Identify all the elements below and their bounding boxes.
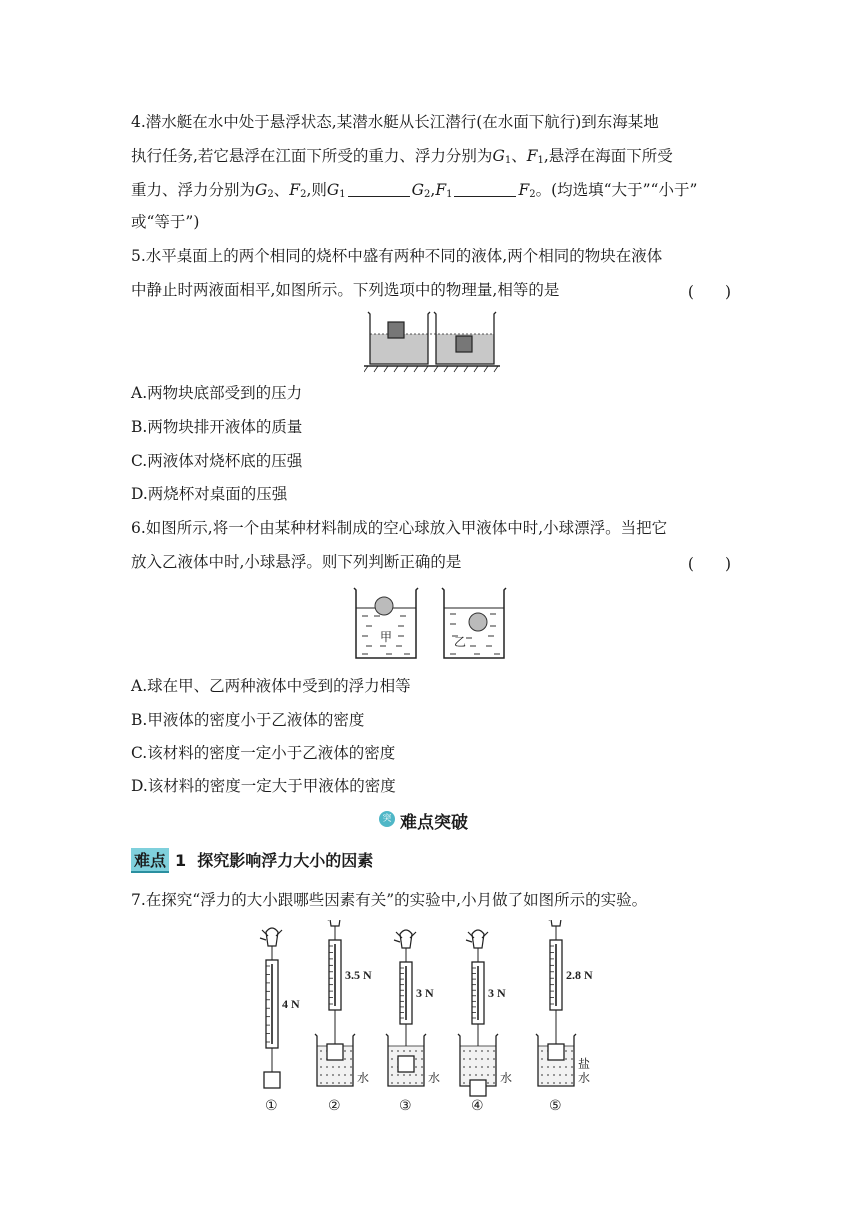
liquid-dot bbox=[326, 1074, 328, 1076]
scale-reading: 4 N bbox=[282, 997, 300, 1011]
liquid-dot bbox=[397, 1074, 399, 1076]
liquid-dot bbox=[541, 1058, 543, 1060]
liquid-dot bbox=[493, 1058, 495, 1060]
liquid-dot bbox=[338, 1074, 340, 1076]
liquid-dot bbox=[469, 1066, 471, 1068]
liquid-dot bbox=[409, 1074, 411, 1076]
liquid-dot bbox=[565, 1074, 567, 1076]
liquid-dot bbox=[571, 1074, 573, 1076]
q6-option-b[interactable]: B.甲液体的密度小于乙液体的密度 bbox=[131, 711, 365, 729]
liquid-dot bbox=[475, 1074, 477, 1076]
liquid-dot bbox=[475, 1050, 477, 1052]
liquid-dot bbox=[415, 1082, 417, 1084]
liquid-dot bbox=[475, 1066, 477, 1068]
liquid-dot bbox=[421, 1082, 423, 1084]
q5-option-b[interactable]: B.两物块排开液体的质量 bbox=[131, 418, 303, 436]
liquid-label: 水 bbox=[357, 1071, 370, 1085]
q5-line-2: 中静止时两液面相平,如图所示。下列选项中的物理量,相等的是 bbox=[131, 281, 560, 299]
liquid-label: 水 bbox=[428, 1071, 441, 1085]
liquid-dot bbox=[541, 1050, 543, 1052]
q4-line-2: 执行任务,若它悬浮在江面下所受的重力、浮力分别为$G_1$、$F_1$,悬浮在海面下所受 bbox=[131, 147, 673, 166]
liquid-dot bbox=[571, 1058, 573, 1060]
liquid-dot bbox=[391, 1074, 393, 1076]
liquid-dot bbox=[332, 1074, 334, 1076]
q5-answer-paren[interactable]: ( ) bbox=[687, 283, 731, 301]
liquid-dot bbox=[463, 1050, 465, 1052]
q4-line-3: 重力、浮力分别为$G_2$、$F_2$,则$G_1$ $G_2,F_1$ $F_2$。(均选填“大于”“小于” bbox=[131, 181, 698, 200]
liquid-dot bbox=[553, 1066, 555, 1068]
liquid-dot bbox=[338, 1082, 340, 1084]
liquid-dot bbox=[332, 1082, 334, 1084]
liquid-label-salt: 盐 bbox=[578, 1057, 591, 1071]
liquid-dot bbox=[421, 1058, 423, 1060]
liquid-dot bbox=[559, 1082, 561, 1084]
q6-option-c[interactable]: C.该材料的密度一定小于乙液体的密度 bbox=[131, 744, 396, 762]
liquid-dot bbox=[481, 1058, 483, 1060]
liquid-dot bbox=[547, 1074, 549, 1076]
block bbox=[327, 1044, 343, 1060]
section-title: 难点突破 bbox=[400, 813, 468, 833]
liquid-dot bbox=[320, 1066, 322, 1068]
liquid-dot bbox=[403, 1074, 405, 1076]
liquid-dot bbox=[391, 1066, 393, 1068]
liquid-dot bbox=[541, 1082, 543, 1084]
liquid-dot bbox=[409, 1082, 411, 1084]
liquid-dot bbox=[481, 1074, 483, 1076]
q5-option-c[interactable]: C.两液体对烧杯底的压强 bbox=[131, 452, 303, 470]
block bbox=[548, 1044, 564, 1060]
spring-scale-apparatus bbox=[260, 920, 593, 1114]
difficulty-heading: 难点 1 探究影响浮力大小的因素 bbox=[131, 848, 373, 873]
q7-line-1: 7.在探究“浮力的大小跟哪些因素有关”的实验中,小月做了如图所示的实验。 bbox=[131, 891, 648, 909]
liquid-dot bbox=[326, 1066, 328, 1068]
q4-line-4: 或“等于”) bbox=[131, 213, 200, 231]
liquid-dot bbox=[344, 1058, 346, 1060]
liquid-dot bbox=[469, 1058, 471, 1060]
liquid-dot bbox=[493, 1066, 495, 1068]
liquid-dot bbox=[326, 1082, 328, 1084]
liquid-dot bbox=[320, 1050, 322, 1052]
hand-icon bbox=[329, 920, 341, 926]
liquid-dot bbox=[391, 1082, 393, 1084]
liquid-dot bbox=[415, 1058, 417, 1060]
q6-line-2: 放入乙液体中时,小球悬浮。则下列判断正确的是 bbox=[131, 553, 462, 571]
hand-icon bbox=[472, 930, 484, 948]
liquid-dot bbox=[463, 1074, 465, 1076]
difficulty-tag: 难点 bbox=[131, 848, 169, 873]
liquid-dot bbox=[541, 1066, 543, 1068]
liquid-dot bbox=[469, 1074, 471, 1076]
liquid-dot bbox=[320, 1082, 322, 1084]
scale-reading: 3.5 N bbox=[345, 968, 372, 982]
q6-option-d[interactable]: D.该材料的密度一定大于甲液体的密度 bbox=[131, 777, 396, 795]
liquid-dot bbox=[403, 1082, 405, 1084]
liquid-dot bbox=[409, 1050, 411, 1052]
q6-beakers-figure bbox=[350, 584, 510, 664]
liquid-dot bbox=[487, 1058, 489, 1060]
liquid-dot bbox=[571, 1082, 573, 1084]
liquid-dot bbox=[565, 1050, 567, 1052]
liquid-dot bbox=[481, 1050, 483, 1052]
liquid-dot bbox=[344, 1050, 346, 1052]
block bbox=[264, 1072, 280, 1088]
liquid-dot bbox=[463, 1058, 465, 1060]
liquid-label: 水 bbox=[578, 1071, 591, 1085]
liquid-dot bbox=[565, 1082, 567, 1084]
scale-reading: 3 N bbox=[488, 986, 506, 1000]
figure-label: ① bbox=[265, 1098, 278, 1114]
answer-blank-2[interactable] bbox=[454, 182, 516, 197]
liquid-dot bbox=[541, 1074, 543, 1076]
liquid-dot bbox=[344, 1066, 346, 1068]
q4-line-1: 4.潜水艇在水中处于悬浮状态,某潜水艇从长江潜行(在水面下航行)到东海某地 bbox=[131, 113, 659, 131]
liquid-dot bbox=[481, 1066, 483, 1068]
liquid-dot bbox=[547, 1066, 549, 1068]
liquid-dot bbox=[571, 1050, 573, 1052]
liquid-dot bbox=[469, 1050, 471, 1052]
liquid-dot bbox=[487, 1050, 489, 1052]
liquid-dot bbox=[421, 1066, 423, 1068]
liquid-dot bbox=[350, 1066, 352, 1068]
liquid-dot bbox=[421, 1050, 423, 1052]
liquid-dot bbox=[475, 1058, 477, 1060]
liquid-dot bbox=[350, 1074, 352, 1076]
liquid-dot bbox=[565, 1066, 567, 1068]
liquid-dot bbox=[350, 1050, 352, 1052]
label-jia: 甲 bbox=[380, 630, 393, 644]
q5-beakers-figure bbox=[364, 306, 504, 376]
q7-experiment-figure bbox=[250, 920, 610, 1116]
hand-icon bbox=[266, 928, 278, 946]
liquid-dot bbox=[487, 1082, 489, 1084]
q5-line-1: 5.水平桌面上的两个相同的烧杯中盛有两种不同的液体,两个相同的物块在液体 bbox=[131, 247, 663, 265]
hand-icon bbox=[400, 930, 412, 948]
liquid-dot bbox=[559, 1066, 561, 1068]
liquid-dot bbox=[493, 1050, 495, 1052]
liquid-dot bbox=[320, 1074, 322, 1076]
liquid-dot bbox=[565, 1058, 567, 1060]
answer-blank-1[interactable] bbox=[348, 182, 410, 197]
figure-label: ② bbox=[328, 1098, 341, 1114]
hand-icon bbox=[550, 920, 562, 926]
q5-option-d[interactable]: D.两烧杯对桌面的压强 bbox=[131, 485, 288, 503]
liquid-label: 水 bbox=[500, 1071, 513, 1085]
q6-answer-paren[interactable]: ( ) bbox=[687, 555, 731, 573]
liquid-dot bbox=[553, 1082, 555, 1084]
figure-label: ③ bbox=[399, 1098, 412, 1114]
liquid-dot bbox=[421, 1074, 423, 1076]
liquid-dot bbox=[391, 1050, 393, 1052]
q6-line-1: 6.如图所示,将一个由某种材料制成的空心球放入甲液体中时,小球漂浮。当把它 bbox=[131, 519, 668, 537]
liquid-dot bbox=[344, 1082, 346, 1084]
liquid-dot bbox=[559, 1074, 561, 1076]
liquid-dot bbox=[487, 1074, 489, 1076]
liquid-dot bbox=[463, 1082, 465, 1084]
liquid-dot bbox=[397, 1082, 399, 1084]
liquid-dot bbox=[403, 1050, 405, 1052]
liquid-dot bbox=[415, 1050, 417, 1052]
block bbox=[470, 1080, 486, 1096]
liquid-dot bbox=[553, 1074, 555, 1076]
q6-option-a[interactable]: A.球在甲、乙两种液体中受到的浮力相等 bbox=[131, 677, 411, 695]
liquid-dot bbox=[493, 1082, 495, 1084]
liquid-dot bbox=[350, 1082, 352, 1084]
liquid-dot bbox=[487, 1066, 489, 1068]
q5-option-a[interactable]: A.两物块底部受到的压力 bbox=[131, 384, 303, 402]
label-yi: 乙 bbox=[454, 635, 467, 649]
figure-label: ④ bbox=[471, 1098, 484, 1114]
liquid-dot bbox=[320, 1058, 322, 1060]
liquid-dot bbox=[338, 1066, 340, 1068]
liquid-dot bbox=[350, 1058, 352, 1060]
scale-reading: 3 N bbox=[416, 986, 434, 1000]
scale-reading: 2.8 N bbox=[566, 968, 593, 982]
liquid-dot bbox=[397, 1050, 399, 1052]
liquid-dot bbox=[463, 1066, 465, 1068]
liquid-dot bbox=[344, 1074, 346, 1076]
liquid-dot bbox=[571, 1066, 573, 1068]
section-badge-icon: 突 bbox=[379, 811, 395, 827]
liquid-dot bbox=[493, 1074, 495, 1076]
figure-label: ⑤ bbox=[549, 1098, 562, 1114]
liquid-dot bbox=[415, 1074, 417, 1076]
liquid-dot bbox=[332, 1066, 334, 1068]
liquid-dot bbox=[391, 1058, 393, 1060]
liquid-dot bbox=[415, 1066, 417, 1068]
block bbox=[398, 1056, 414, 1072]
liquid-dot bbox=[547, 1082, 549, 1084]
